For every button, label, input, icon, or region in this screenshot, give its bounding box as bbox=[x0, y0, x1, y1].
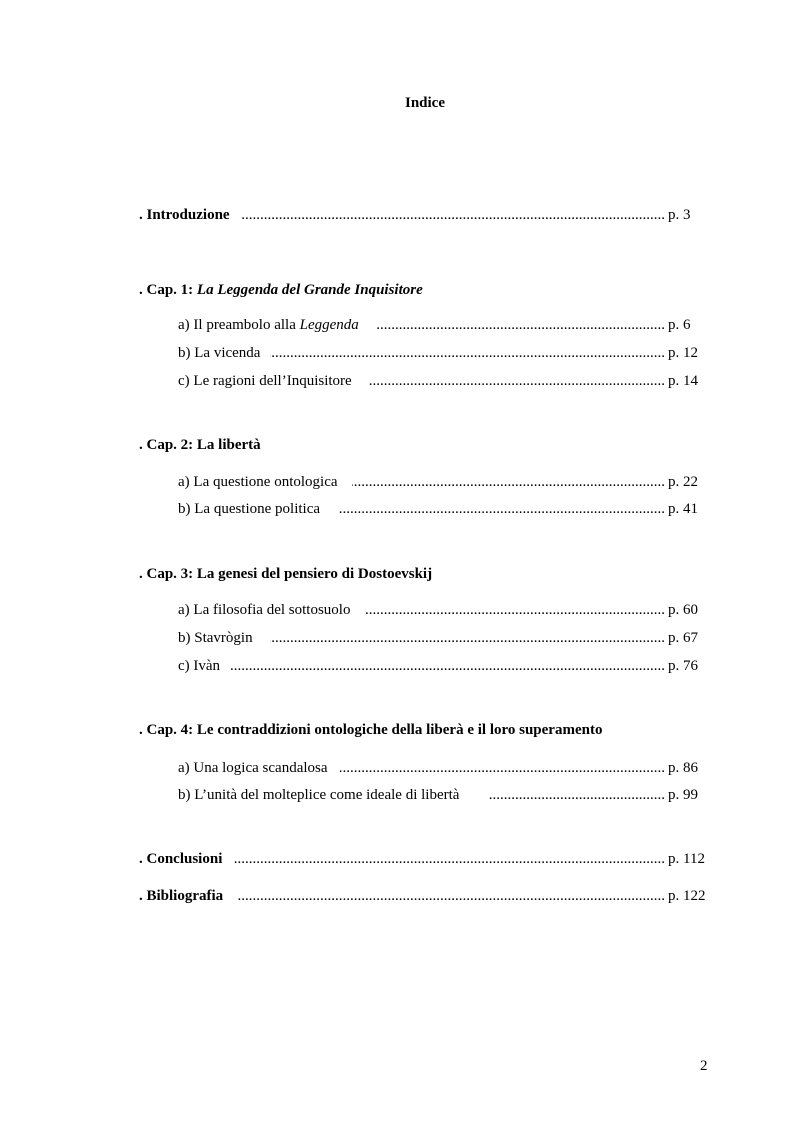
toc-entry[interactable] bbox=[0, 343, 793, 363]
toc-leader bbox=[238, 886, 665, 906]
toc-page: p. 122 bbox=[668, 888, 706, 904]
toc-leader bbox=[376, 315, 665, 335]
toc-entry[interactable] bbox=[0, 371, 793, 391]
toc-leader bbox=[352, 472, 665, 492]
toc-chapter-2-heading[interactable] bbox=[0, 435, 793, 455]
toc-page: p. 22 bbox=[668, 474, 698, 490]
toc-label: . Conclusioni bbox=[139, 851, 223, 867]
toc-entry[interactable] bbox=[0, 758, 793, 778]
toc-page: p. 76 bbox=[668, 658, 698, 674]
toc-page: p. 12 bbox=[668, 345, 698, 361]
toc-label: a) Una logica scandalosa bbox=[178, 760, 328, 776]
toc-leader bbox=[270, 628, 665, 648]
toc-leader bbox=[234, 849, 665, 869]
toc-label: b) La questione politica bbox=[178, 501, 321, 517]
toc-page: p. 3 bbox=[668, 207, 691, 223]
toc-chapter-3-heading[interactable] bbox=[0, 564, 793, 584]
toc-page: p. 60 bbox=[668, 602, 698, 618]
chapter-heading: . Cap. 2: La libertà bbox=[139, 437, 261, 453]
toc-entry[interactable] bbox=[0, 785, 793, 805]
toc-entry[interactable] bbox=[0, 472, 793, 492]
toc-leader bbox=[368, 371, 665, 391]
toc-leader bbox=[338, 499, 665, 519]
toc-leader bbox=[340, 758, 665, 778]
toc-page: p. 41 bbox=[668, 501, 698, 517]
toc-label: . Bibliografia bbox=[139, 888, 224, 904]
toc-page: p. 6 bbox=[668, 317, 691, 333]
toc-label: c) Le ragioni dell’Inquisitore bbox=[178, 373, 352, 389]
toc-label: b) L’unità del molteplice come ideale di libertà bbox=[178, 787, 460, 803]
toc-leader bbox=[242, 205, 665, 225]
toc-entry-introduzione[interactable] bbox=[0, 205, 793, 225]
toc-leader bbox=[488, 785, 665, 805]
toc-leader bbox=[230, 656, 665, 676]
toc-page: p. 86 bbox=[668, 760, 698, 776]
chapter-heading: . Cap. 3: La genesi del pensiero di Dostoevskij bbox=[139, 566, 433, 582]
toc-chapter-1-heading[interactable] bbox=[0, 280, 793, 300]
toc-entry[interactable] bbox=[0, 499, 793, 519]
page-title: Indice bbox=[404, 95, 445, 111]
toc-entry-conclusioni[interactable] bbox=[0, 849, 793, 869]
toc-entry-bibliografia[interactable] bbox=[0, 886, 793, 906]
toc-entry[interactable] bbox=[0, 656, 793, 676]
toc-label: . Introduzione bbox=[139, 207, 230, 223]
toc-leader bbox=[366, 600, 665, 620]
toc-label: b) Stavrògin bbox=[178, 630, 253, 646]
toc-page: p. 99 bbox=[668, 787, 698, 803]
chapter-heading: . Cap. 4: Le contraddizioni ontologiche della liberà e il loro superamento bbox=[139, 722, 603, 738]
toc-label: c) Ivàn bbox=[178, 658, 221, 674]
page-number: 2 bbox=[700, 1058, 708, 1074]
toc-chapter-4-heading[interactable] bbox=[0, 720, 793, 740]
toc-label-italic: Leggenda bbox=[299, 317, 359, 333]
toc-page: p. 67 bbox=[668, 630, 698, 646]
toc-label: a) Il preambolo alla bbox=[178, 317, 300, 333]
toc-entry[interactable] bbox=[0, 315, 793, 335]
toc-entry[interactable] bbox=[0, 628, 793, 648]
toc-page: p. 14 bbox=[668, 373, 698, 389]
toc-label: b) La vicenda bbox=[178, 345, 261, 361]
chapter-title: La Leggenda del Grande Inquisitore bbox=[196, 282, 423, 298]
toc-leader bbox=[270, 343, 665, 363]
toc-page: p. 112 bbox=[668, 851, 705, 867]
chapter-prefix: . Cap. 1: bbox=[139, 282, 197, 298]
toc-label: a) La filosofia del sottosuolo bbox=[178, 602, 351, 618]
toc-label: a) La questione ontologica bbox=[178, 474, 338, 490]
toc-entry[interactable] bbox=[0, 600, 793, 620]
